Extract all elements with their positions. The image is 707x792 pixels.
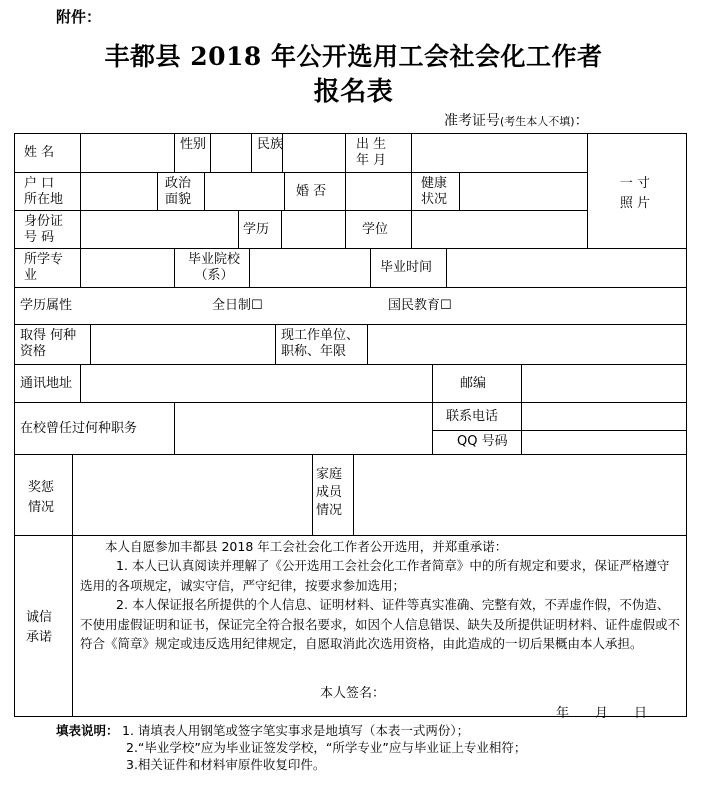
label-graduation-time: 毕业时间 [380,260,433,275]
label-school-position: 在校曾任过何种职务 [20,421,138,436]
label-education-type: 学历属性 [20,298,73,313]
label-qualification: 取得 何种 资格 [20,328,77,359]
label-health: 健康 状况 [421,176,448,207]
label-address: 通讯地址 [20,376,73,391]
label-political-status: 政治 面貌 [165,176,192,207]
form-title: 丰都县 2018 年公开选用工会社会化工作者 [104,42,603,71]
label-hukou: 户 口 所在地 [24,176,64,207]
label-school: 毕业院校 （系） [187,252,240,283]
checkbox-fulltime[interactable]: 全日制☐ [212,298,263,313]
signature-label: 本人签名： [320,686,386,701]
exam-number-label [444,110,589,130]
date-label: 年 月 日 [556,706,648,721]
exam-number-text: 准考证号 [444,113,500,129]
pledge-item-1: 1. 本人已认真阅读并理解了《公开选用工会社会化工作者简章》中的所有规定和要求，保证严格遵守选用的各项规定，诚实守信，严守纪律，按要求参加选用； [80,558,670,593]
label-birth-date: 出 生 年 月 [356,137,387,168]
label-awards: 奖惩 情况 [28,480,55,515]
pledge-intro: 本人自愿参加丰都县 2018 年工会社会化工作者公开选用，并郑重承诺： [105,539,508,554]
note-item-3: 3.相关证件和材料审原件收复印件。 [126,757,326,772]
label-integrity: 诚信 承诺 [26,610,53,645]
label-name: 姓 名 [24,145,55,160]
note-item-2: 2.“毕业学校”应为毕业证签发学校，“所学专业”应与毕业证上专业相符； [126,740,527,755]
attachment-label: 附件： [56,8,102,26]
label-marital-status: 婚 否 [296,184,327,199]
label-phone: 联系电话 [446,409,499,424]
filling-instructions [56,722,696,773]
notes-label: 填表说明： [56,723,119,738]
photo-placeholder: 一 寸 照 片 [619,176,651,211]
form-subtitle: 报名表 [313,77,394,107]
pledge-item-2: 2. 本人保证报名所提供的个人信息、证明材料、证件等真实准确、完整有效，不弄虚作假，不伪造、不使用虚假证明和证书，保证完全符合报名要求，如因个人信息错误、缺失及所提供证明材料、证件虚假或不符合《简章》规定或违反选用纪律规定，自愿取消此次选用资格，由此造成的一切后果概由本人承担。 [80,597,681,652]
exam-number-colon: ： [574,113,589,129]
label-postcode: 邮编 [460,376,487,391]
label-degree: 学位 [362,222,389,237]
label-education: 学历 [243,222,270,237]
label-family: 家庭 成员 情况 [316,467,343,518]
checkbox-national-education[interactable]: 国民教育☐ [388,298,452,313]
label-current-job: 现工作单位、 职称、年限 [281,328,360,359]
label-qq: QQ 号码 [457,434,508,449]
label-id-number: 身份证 号 码 [24,214,64,245]
note-item-1: 1. 请填表人用钢笔或签字笔实事求是地填写（本表一式两份）； [122,723,470,738]
label-major: 所学专 业 [24,252,64,283]
exam-number-note: (考生本人不填) [500,115,575,128]
label-gender: 性别 [180,137,207,152]
label-ethnicity: 民族 [257,137,284,152]
note-row-1 [56,722,696,739]
integrity-pledge [80,537,680,653]
